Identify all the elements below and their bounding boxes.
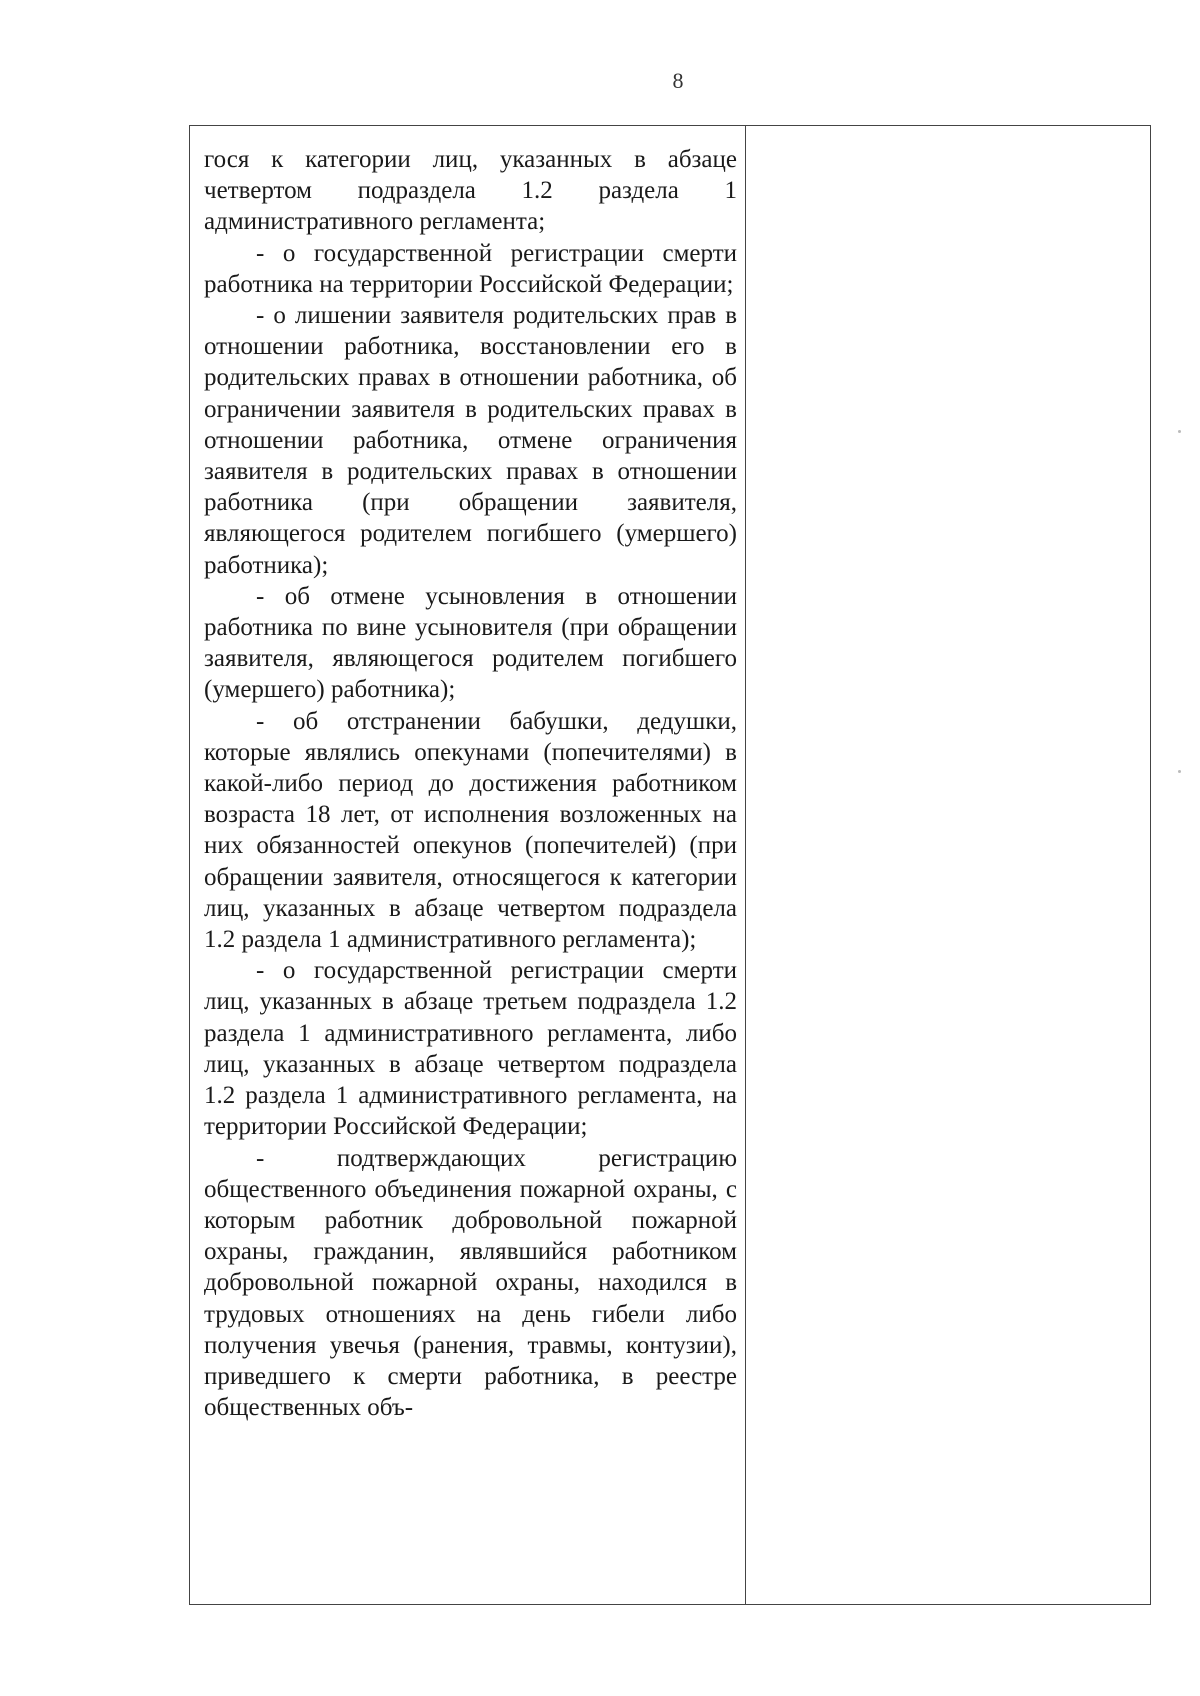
table-paragraph: - подтверждающих регистрацию общественного объединения пожарной охраны, с которым работник добровольной пожарной охраны, гражданин, являвшийся работником добровольной пожарной охраны, находился в трудовых отношениях на день гибели либо получения увечья (ранения, травмы, контузии), приведшего к смерти работника, в реестре общественных объ- <box>204 1144 737 1422</box>
table-paragraph: - об отмене усыновления в отношении работника по вине усыновителя (при обращении заявителя, являющегося родителем погибшего (умершего) работника); <box>204 582 737 704</box>
table-left-cell <box>190 126 746 1604</box>
table-paragraph: гося к категории лиц, указанных в абзаце четвертом подраздела 1.2 раздела 1 административного регламента; <box>204 146 737 236</box>
table-paragraph: - о государственной регистрации смерти работника на территории Российской Федерации; <box>204 239 737 298</box>
table-paragraph: - о лишении заявителя родительских прав в отношении работника, восстановлении его в родительских правах в отношении работника, об ограничении заявителя в родительских правах в отношении работника, отмене ограничения заявителя в родительских правах в отношении работника (при обращении заявителя, являющегося родителем погибшего (умершего) работника); <box>204 302 737 579</box>
table-right-cell <box>746 126 1150 1604</box>
table-paragraph: - об отстранении бабушки, дедушки, которые являлись опекунами (попечителями) в какой-либо период до достижения работником возраста 18 лет, от исполнения возложенных на них обязанностей опекунов (попечителей) (при обращении заявителя, относящегося к категории лиц, указанных в абзаце четвертом подраздела 1.2 раздела 1 административного регламента); <box>204 707 737 954</box>
document-table <box>189 125 1151 1605</box>
page-number: 8 <box>672 68 684 93</box>
scan-artifact <box>1178 430 1181 433</box>
scan-artifact <box>1178 770 1181 773</box>
table-paragraph: - о государственной регистрации смерти лиц, указанных в абзаце третьем подраздела 1.2 раздела 1 административного регламента, либо лиц, указанных в абзаце четвертом подраздела 1.2 раздела 1 административного регламента, на территории Российской Федерации; <box>204 957 737 1141</box>
